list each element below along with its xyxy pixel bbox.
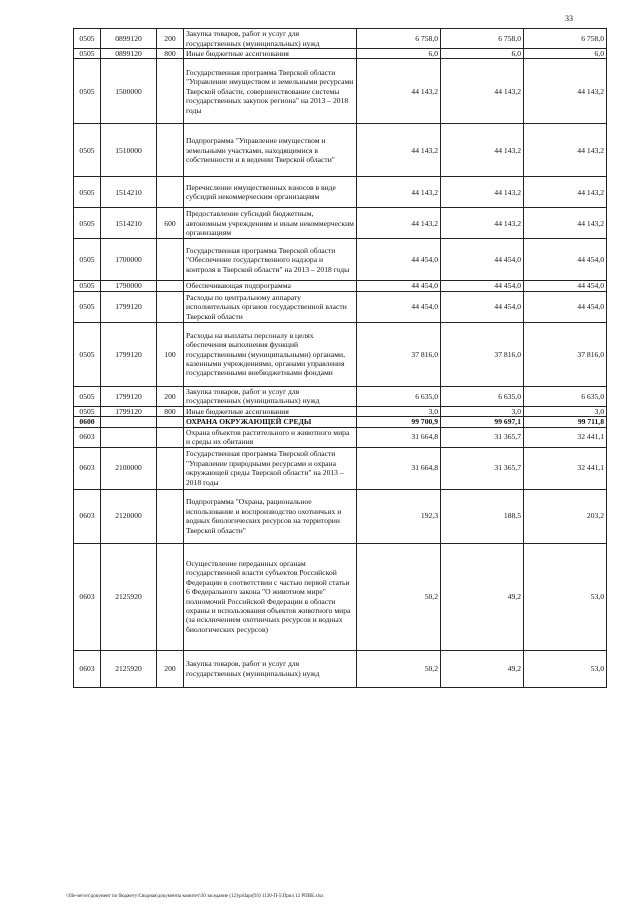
section-code-cell: 0505 (74, 29, 101, 49)
section-code-cell: 0603 (74, 543, 101, 650)
target-code-cell: 1799120 (101, 406, 157, 416)
section-code-cell: 0505 (74, 291, 101, 322)
target-code-cell: 2100000 (101, 447, 157, 489)
amount-col1-cell: 44 143,2 (357, 208, 441, 239)
amount-col1-cell: 3,0 (357, 406, 441, 416)
section-code-cell: 0505 (74, 281, 101, 291)
amount-col1-cell: 31 664,8 (357, 427, 441, 447)
amount-col2-cell: 3,0 (441, 406, 524, 416)
amount-col3-cell: 37 816,0 (524, 322, 607, 386)
amount-col1-cell: 44 143,2 (357, 59, 441, 124)
item-name-cell: Государственная программа Тверской области "Управление природными ресурсами и охрана окружающей среды Тверской области" на 2013 – 2018 годы (184, 447, 357, 489)
target-code-cell: 1799120 (101, 322, 157, 386)
amount-col1-cell: 50,2 (357, 543, 441, 650)
item-name-cell: ОХРАНА ОКРУЖАЮЩЕЙ СРЕДЫ (184, 417, 357, 427)
target-code-cell: 1799120 (101, 291, 157, 322)
amount-col2-cell: 188,5 (441, 489, 524, 543)
amount-col1-cell: 44 454,0 (357, 291, 441, 322)
amount-col2-cell: 44 143,2 (441, 124, 524, 177)
target-code-cell: 1500000 (101, 59, 157, 124)
item-name-cell: Расходы по центральному аппарату исполнительных органов государственной власти Тверской области (184, 291, 357, 322)
amount-col2-cell: 31 365,7 (441, 447, 524, 489)
target-code-cell: 1514210 (101, 208, 157, 239)
expense-type-cell: 600 (157, 208, 184, 239)
table-row (74, 447, 607, 489)
table-row (74, 650, 607, 687)
target-code-cell: 1790000 (101, 281, 157, 291)
amount-col1-cell: 6,0 (357, 49, 441, 59)
amount-col2-cell: 44 143,2 (441, 59, 524, 124)
expense-type-cell (157, 447, 184, 489)
table-row (74, 291, 607, 322)
target-code-cell: 2125920 (101, 543, 157, 650)
target-code-cell: 1799120 (101, 386, 157, 406)
expense-type-cell: 800 (157, 406, 184, 416)
amount-col3-cell: 44 143,2 (524, 208, 607, 239)
amount-col2-cell: 49,2 (441, 650, 524, 687)
amount-col2-cell: 37 816,0 (441, 322, 524, 386)
target-code-cell: 1514210 (101, 177, 157, 208)
amount-col2-cell: 6,0 (441, 49, 524, 59)
item-name-cell: Перечисление имущественных взносов в виде субсидий некоммерческим организациям (184, 177, 357, 208)
item-name-cell: Иные бюджетные ассигнования (184, 406, 357, 416)
amount-col1-cell: 44 143,2 (357, 124, 441, 177)
section-code-cell: 0603 (74, 427, 101, 447)
table-row (74, 489, 607, 543)
expense-type-cell (157, 124, 184, 177)
amount-col3-cell: 44 454,0 (524, 281, 607, 291)
table-row (74, 49, 607, 59)
amount-col3-cell: 32 441,1 (524, 447, 607, 489)
table-row (74, 29, 607, 49)
amount-col3-cell: 53,0 (524, 543, 607, 650)
amount-col2-cell: 6 635,0 (441, 386, 524, 406)
table-row (74, 59, 607, 124)
amount-col3-cell: 203,2 (524, 489, 607, 543)
item-name-cell: Подпрограмма "Управление имуществом и земельными участками, находящимися в собственности и в ведении Тверской области" (184, 124, 357, 177)
item-name-cell: Предоставление субсидий бюджетным, автономным учреждениям и иным некоммерческим организациям (184, 208, 357, 239)
expense-type-cell (157, 417, 184, 427)
file-path-footer: \\file-server\документ по бюджету\Сводная\документы комитет\30 заседание (12)\prilapr(93) 1130-П-5\Прил 12 РПВБ.xlsx (66, 894, 324, 899)
expense-type-cell: 200 (157, 29, 184, 49)
amount-col1-cell: 6 635,0 (357, 386, 441, 406)
table-row (74, 386, 607, 406)
expense-type-cell: 800 (157, 49, 184, 59)
amount-col2-cell: 6 758,0 (441, 29, 524, 49)
item-name-cell: Иные бюджетные ассигнования (184, 49, 357, 59)
amount-col3-cell: 44 143,2 (524, 59, 607, 124)
table-row (74, 281, 607, 291)
section-code-cell: 0505 (74, 239, 101, 281)
amount-col2-cell: 44 454,0 (441, 291, 524, 322)
target-code-cell: 1510000 (101, 124, 157, 177)
budget-table (73, 28, 607, 688)
section-code-cell: 0505 (74, 177, 101, 208)
amount-col3-cell: 99 711,8 (524, 417, 607, 427)
amount-col1-cell: 192,3 (357, 489, 441, 543)
table-row (74, 417, 607, 427)
expense-type-cell (157, 427, 184, 447)
amount-col3-cell: 53,0 (524, 650, 607, 687)
amount-col3-cell: 6 758,0 (524, 29, 607, 49)
item-name-cell: Осуществление переданных органам государственной власти субъектов Российской Федерации в соответствии с частью первой статьи 6 Федерального закона "О животном мире" полномочий Российской Федерации в области охраны и использования объектов животного мира (за исключением охотничьих ресурсов и водных биологических ресурсов) (184, 543, 357, 650)
expense-type-cell (157, 291, 184, 322)
amount-col1-cell: 50,2 (357, 650, 441, 687)
section-code-cell: 0505 (74, 406, 101, 416)
target-code-cell (101, 427, 157, 447)
amount-col2-cell: 44 143,2 (441, 208, 524, 239)
expense-type-cell (157, 489, 184, 543)
table-row (74, 427, 607, 447)
expense-type-cell: 100 (157, 322, 184, 386)
amount-col1-cell: 44 454,0 (357, 281, 441, 291)
item-name-cell: Расходы на выплаты персоналу в целях обеспечения выполнения функций государственными (муниципальными) органами, казенными учреждениями, органами управления государственными внебюджетными фондами (184, 322, 357, 386)
expense-type-cell (157, 59, 184, 124)
amount-col3-cell: 44 454,0 (524, 239, 607, 281)
expense-type-cell: 200 (157, 650, 184, 687)
amount-col1-cell: 6 758,0 (357, 29, 441, 49)
section-code-cell: 0505 (74, 49, 101, 59)
target-code-cell: 1700000 (101, 239, 157, 281)
table-row (74, 239, 607, 281)
amount-col1-cell: 37 816,0 (357, 322, 441, 386)
target-code-cell: 2125920 (101, 650, 157, 687)
target-code-cell: 0899120 (101, 49, 157, 59)
expense-type-cell (157, 543, 184, 650)
amount-col3-cell: 32 441,1 (524, 427, 607, 447)
table-row (74, 177, 607, 208)
section-code-cell: 0505 (74, 124, 101, 177)
table-row (74, 124, 607, 177)
item-name-cell: Государственная программа Тверской области "Обеспечение государственного надзора и контроля в Тверской области" на 2013 – 2018 годы (184, 239, 357, 281)
item-name-cell: Закупка товаров, работ и услуг для государственных (муниципальных) нужд (184, 29, 357, 49)
section-code-cell: 0603 (74, 650, 101, 687)
expense-type-cell (157, 177, 184, 208)
amount-col1-cell: 44 454,0 (357, 239, 441, 281)
amount-col3-cell: 6 635,0 (524, 386, 607, 406)
section-code-cell: 0505 (74, 208, 101, 239)
amount-col2-cell: 44 143,2 (441, 177, 524, 208)
item-name-cell: Закупка товаров, работ и услуг для государственных (муниципальных) нужд (184, 650, 357, 687)
expense-type-cell (157, 239, 184, 281)
section-code-cell: 0505 (74, 59, 101, 124)
amount-col3-cell: 3,0 (524, 406, 607, 416)
amount-col3-cell: 6,0 (524, 49, 607, 59)
section-code-cell: 0603 (74, 489, 101, 543)
table-row (74, 406, 607, 416)
section-code-cell: 0505 (74, 386, 101, 406)
table-row (74, 322, 607, 386)
amount-col2-cell: 49,2 (441, 543, 524, 650)
amount-col3-cell: 44 143,2 (524, 124, 607, 177)
item-name-cell: Закупка товаров, работ и услуг для государственных (муниципальных) нужд (184, 386, 357, 406)
amount-col3-cell: 44 143,2 (524, 177, 607, 208)
table-body (74, 29, 607, 688)
item-name-cell: Обеспечивающая подпрограмма (184, 281, 357, 291)
table-row (74, 543, 607, 650)
amount-col1-cell: 44 143,2 (357, 177, 441, 208)
section-code-cell: 0505 (74, 322, 101, 386)
amount-col2-cell: 31 365,7 (441, 427, 524, 447)
target-code-cell: 2120000 (101, 489, 157, 543)
amount-col2-cell: 99 697,1 (441, 417, 524, 427)
item-name-cell: Охрана объектов растительного и животного мира и среды их обитания (184, 427, 357, 447)
expense-type-cell (157, 281, 184, 291)
amount-col1-cell: 99 700,9 (357, 417, 441, 427)
table-row (74, 208, 607, 239)
amount-col2-cell: 44 454,0 (441, 239, 524, 281)
amount-col2-cell: 44 454,0 (441, 281, 524, 291)
target-code-cell (101, 417, 157, 427)
amount-col3-cell: 44 454,0 (524, 291, 607, 322)
section-code-cell: 0603 (74, 447, 101, 489)
item-name-cell: Подпрограмма "Охрана, рациональное использование и воспроизводство охотничьих и водных биологических ресурсов на территории Тверской области" (184, 489, 357, 543)
target-code-cell: 0899120 (101, 29, 157, 49)
section-code-cell: 0600 (74, 417, 101, 427)
item-name-cell: Государственная программа Тверской области "Управление имуществом и земельными ресурсами Тверской области, совершенствование системы государственных закупок региона" на 2013 – 2018 годы (184, 59, 357, 124)
amount-col1-cell: 31 664,8 (357, 447, 441, 489)
expense-type-cell: 200 (157, 386, 184, 406)
page-number: 33 (565, 14, 573, 23)
